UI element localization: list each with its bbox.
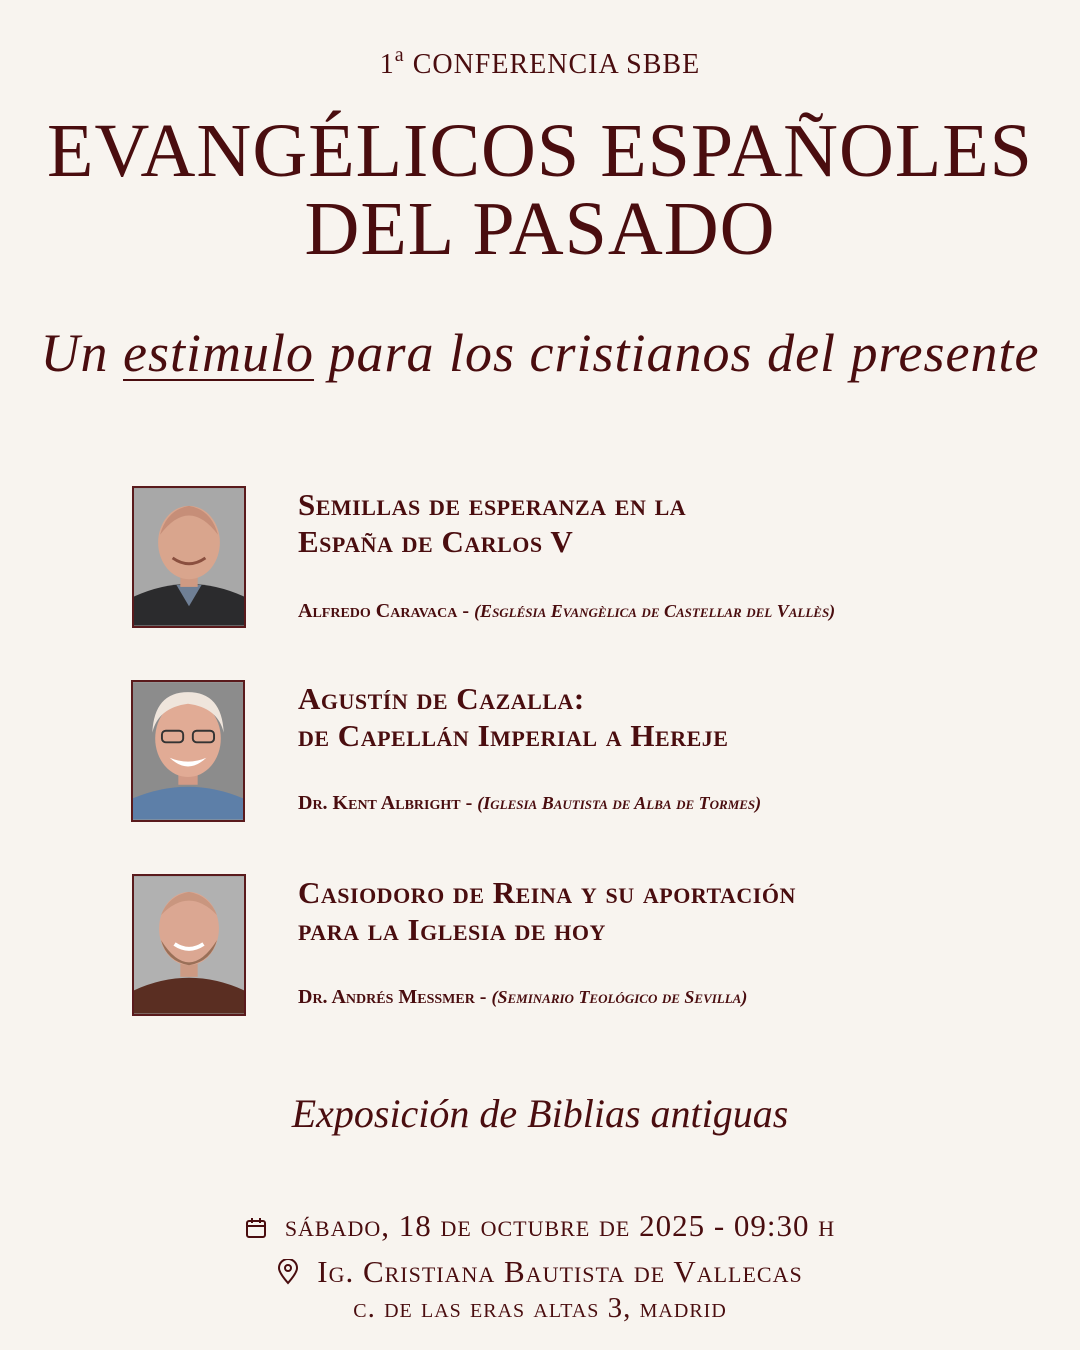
- talk-title: [298, 486, 686, 560]
- subtitle-underlined-word: estimulo: [123, 323, 315, 383]
- event-venue-line: [0, 1254, 1080, 1293]
- speaker-name: Alfredo Caravaca -: [298, 600, 475, 622]
- calendar-icon: [245, 1211, 267, 1247]
- subtitle: [0, 322, 1080, 384]
- speaker-line: [298, 986, 747, 1009]
- speaker-name: Dr. Andrés Messmer -: [298, 986, 492, 1008]
- speaker-photo: [132, 486, 246, 628]
- talk-title-line-1: Semillas de esperanza en la: [298, 487, 687, 522]
- talk-title: [298, 680, 728, 754]
- talk-title-line-1: Agustín de Cazalla:: [298, 681, 585, 716]
- speaker-portrait-icon: [133, 682, 243, 820]
- speaker-photo: [132, 874, 246, 1016]
- talk-title-line-2: para la Iglesia de hoy: [298, 912, 606, 947]
- talk-item: [0, 874, 1080, 1024]
- speaker-portrait-icon: [134, 488, 244, 626]
- talk-item: [0, 486, 1080, 636]
- event-date: sábado, 18 de octubre de 2025 - 09:30 h: [284, 1208, 836, 1243]
- page-title: [0, 109, 1080, 271]
- conference-number: 1: [379, 49, 395, 80]
- speaker-line: [298, 792, 761, 815]
- talk-item: [0, 680, 1080, 830]
- conference-label: [0, 44, 1080, 81]
- talk-title-line-2: España de Carlos V: [298, 524, 574, 559]
- location-pin-icon: [277, 1257, 299, 1293]
- speaker-photo: [131, 680, 245, 822]
- subtitle-part-2: para los cristianos del presente: [314, 323, 1040, 383]
- speaker-church: (Seminario Teológico de Sevilla): [491, 987, 748, 1007]
- title-line-2: DEL PASADO: [304, 187, 776, 271]
- event-venue: Ig. Cristiana Bautista de Vallecas: [317, 1254, 803, 1289]
- talk-title-line-1: Casiodoro de Reina y su aportación: [298, 875, 796, 910]
- speaker-name: Dr. Kent Albright -: [298, 792, 478, 814]
- subtitle-part-1: Un: [40, 323, 124, 383]
- event-date-line: [0, 1208, 1080, 1247]
- conference-text: CONFERENCIA SBBE: [412, 49, 701, 80]
- speaker-line: [298, 600, 835, 623]
- talk-title-line-2: de Capellán Imperial a Hereje: [298, 718, 729, 753]
- speaker-portrait-icon: [134, 876, 244, 1014]
- speaker-church: (Iglesia Bautista de Alba de Tormes): [477, 793, 762, 813]
- speaker-church: (Església Evangèlica de Castellar del Vallès): [474, 601, 836, 621]
- title-line-1: EVANGÉLICOS ESPAÑOLES: [47, 109, 1033, 193]
- event-address: c. de las eras altas 3, madrid: [353, 1292, 727, 1324]
- talk-title: [298, 874, 796, 948]
- exposition-label: Exposición de Biblias antiguas: [291, 1091, 789, 1136]
- conference-ordinal: a: [394, 44, 405, 66]
